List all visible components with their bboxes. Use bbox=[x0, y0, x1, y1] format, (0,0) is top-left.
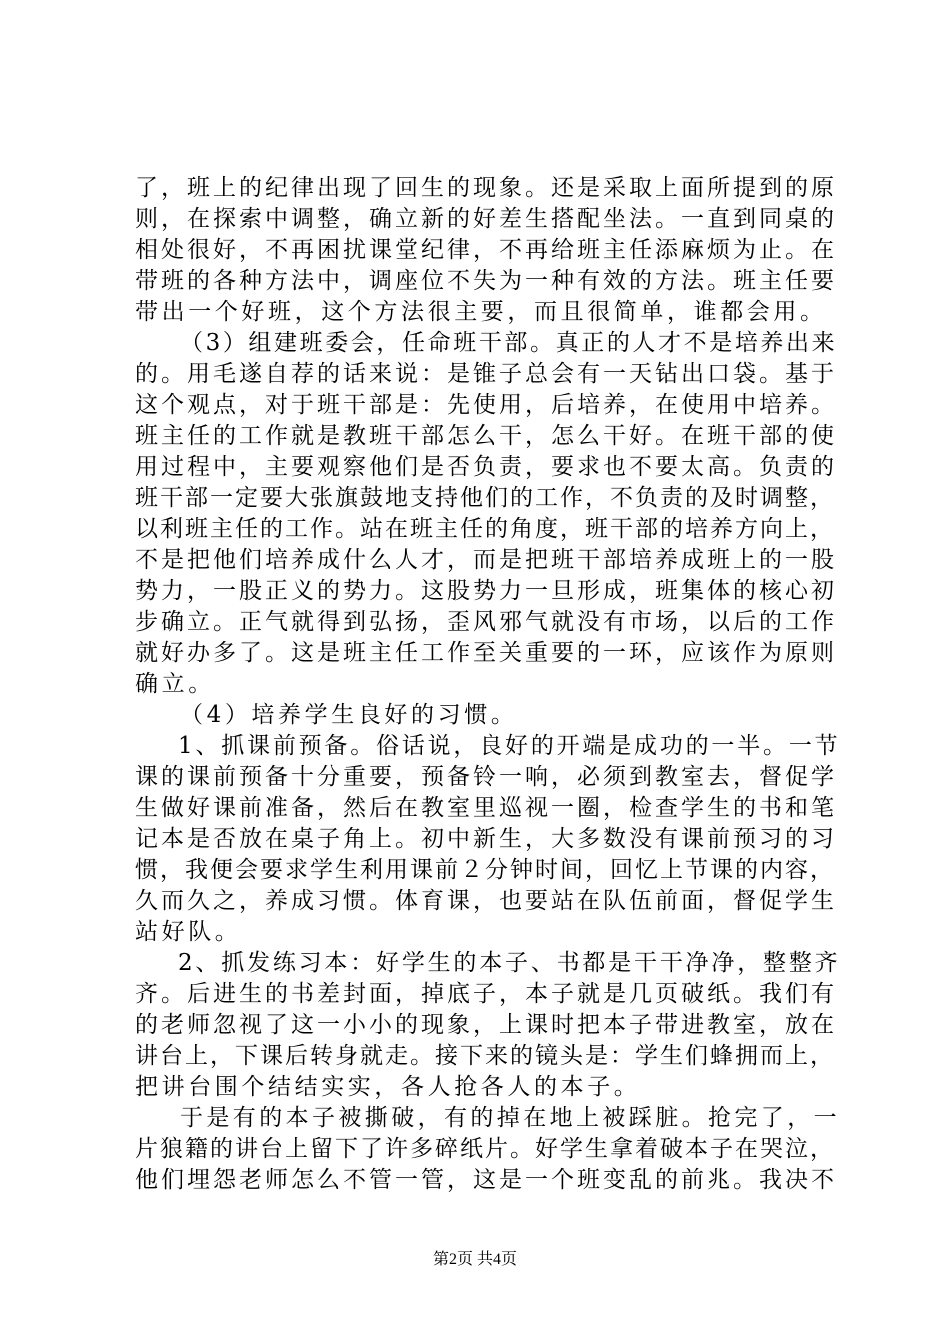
text-line: 久而久之，养成习惯。体育课，也要站在队伍前面，督促学生 bbox=[135, 888, 837, 914]
text-line: 的。用毛遂自荐的话来说：是锥子总会有一天钻出口袋。基于 bbox=[135, 361, 837, 387]
text-line: 生做好课前准备，然后在教室里巡视一圈，检查学生的书和笔 bbox=[135, 795, 837, 821]
text-line: 惯，我便会要求学生利用课前２分钟时间，回忆上节课的内容， bbox=[135, 857, 835, 883]
text-line: 就好办多了。这是班主任工作至关重要的一环，应该作为原则 bbox=[135, 640, 837, 666]
text-line: 班主任的工作就是教班干部怎么干，怎么干好。在班干部的使 bbox=[135, 423, 837, 449]
text-line: 则，在探索中调整，确立新的好差生搭配坐法。一直到同桌的 bbox=[135, 206, 837, 232]
text-line: 带班的各种方法中，调座位不失为一种有效的方法。班主任要 bbox=[135, 268, 837, 294]
text-line: 他们埋怨老师怎么不管一管，这是一个班变乱的前兆。我决不 bbox=[135, 1167, 837, 1193]
text-line: 1、抓课前预备。俗话说，良好的开端是成功的一半。一节 bbox=[178, 733, 841, 759]
text-line: 于是有的本子被撕破，有的掉在地上被踩脏。抢完了，一 bbox=[180, 1105, 840, 1131]
page-footer: 第2页 共4页 bbox=[432, 1251, 517, 1268]
text-line: 带出一个好班，这个方法很主要，而且很简单，谁都会用。 bbox=[135, 299, 827, 325]
text-line: 相处很好，不再困扰课堂纪律，不再给班主任添麻烦为止。在 bbox=[135, 237, 837, 263]
text-line: 确立。 bbox=[135, 671, 215, 697]
text-line: 用过程中，主要观察他们是否负责，要求也不要太高。负责的 bbox=[135, 454, 837, 480]
text-line: （3）组建班委会，任命班干部。真正的人才不是培养出来 bbox=[180, 330, 838, 356]
text-line: 把讲台围个结结实实，各人抢各人的本子。 bbox=[135, 1074, 641, 1100]
text-line: 记本是否放在桌子角上。初中新生，大多数没有课前预习的习 bbox=[135, 826, 837, 852]
text-line: 齐。后进生的书差封面，掉底子，本子就是几页破纸。我们有 bbox=[135, 981, 837, 1007]
text-line: 讲台上，下课后转身就走。接下来的镜头是：学生们蜂拥而上， bbox=[135, 1043, 835, 1069]
text-line: 这个观点，对于班干部是：先使用，后培养，在使用中培养。 bbox=[135, 392, 837, 418]
text-line: （4）培养学生良好的习惯。 bbox=[180, 702, 518, 728]
text-line: 2、抓发练习本：好学生的本子、书都是干干净净，整整齐 bbox=[178, 950, 841, 976]
text-line: 步确立。正气就得到弘扬，歪风邪气就没有市场，以后的工作 bbox=[135, 609, 837, 635]
text-line: 站好队。 bbox=[135, 919, 242, 945]
text-line: 势力，一股正义的势力。这股势力一旦形成，班集体的核心初 bbox=[135, 578, 837, 604]
text-line: 片狼籍的讲台上留下了许多碎纸片。好学生拿着破本子在哭泣， bbox=[135, 1136, 835, 1162]
text-line: 班干部一定要大张旗鼓地支持他们的工作，不负责的及时调整， bbox=[135, 485, 835, 511]
text-line: 的老师忽视了这一小小的现象，上课时把本子带进教室，放在 bbox=[135, 1012, 837, 1038]
text-line: 以利班主任的工作。站在班主任的角度，班干部的培养方向上， bbox=[135, 516, 835, 542]
text-line: 课的课前预备十分重要，预备铃一响，必须到教室去，督促学 bbox=[135, 764, 837, 790]
text-line: 不是把他们培养成什么人才，而是把班干部培养成班上的一股 bbox=[135, 547, 837, 573]
text-line: 了，班上的纪律出现了回生的现象。还是采取上面所提到的原 bbox=[135, 175, 837, 201]
